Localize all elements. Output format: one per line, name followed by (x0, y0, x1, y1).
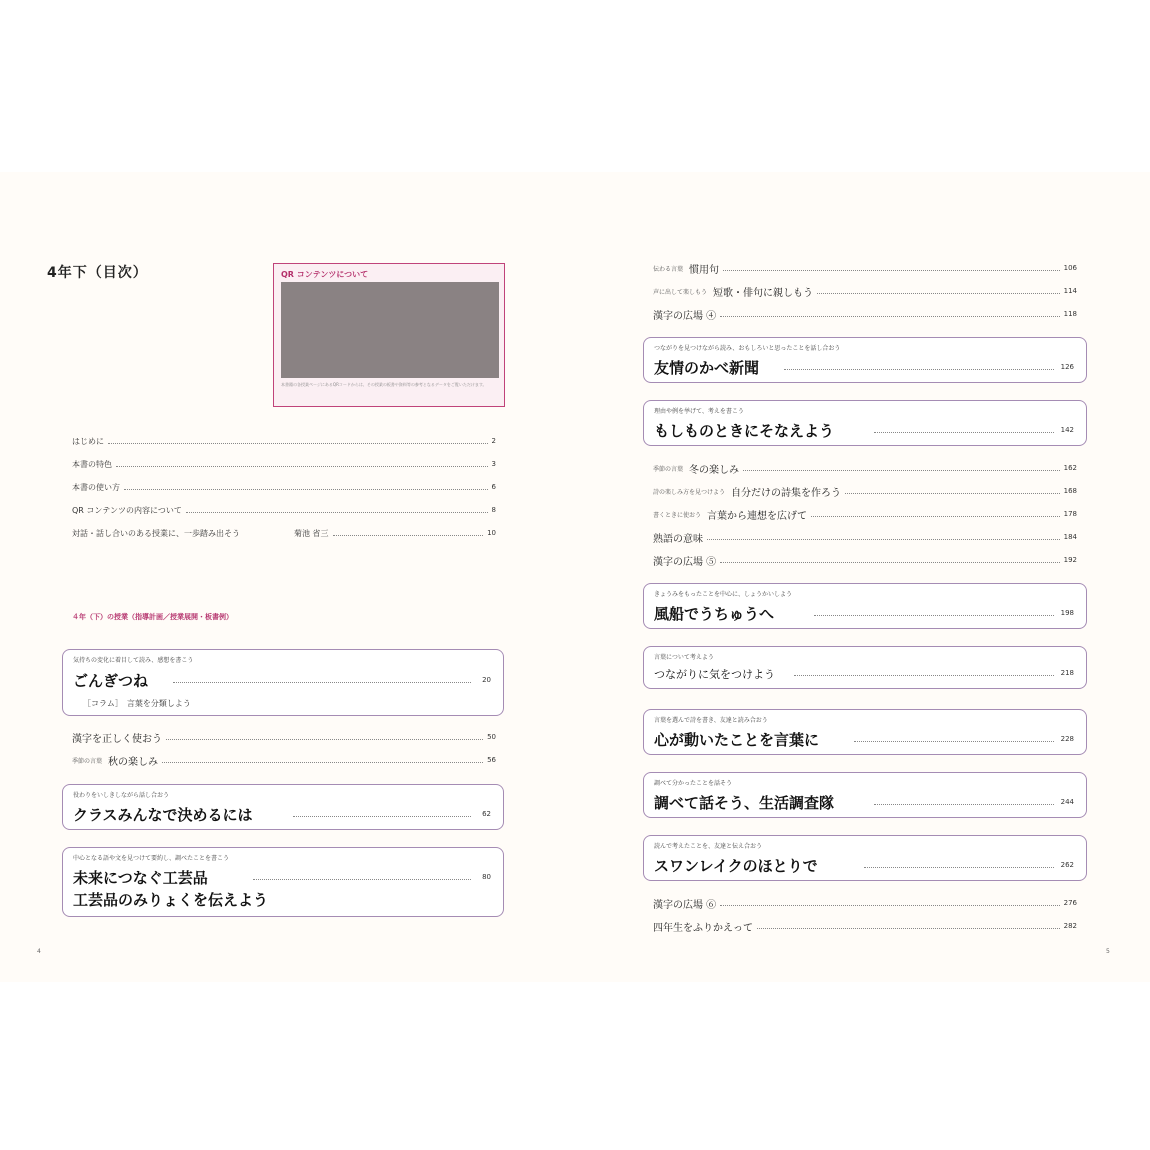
toc-box-kogeihin[interactable] (62, 847, 504, 917)
toc-label: はじめに (72, 436, 104, 446)
toc-label: 本書の使い方 (72, 482, 120, 492)
qr-image-placeholder (281, 282, 499, 378)
section-title: ４年（下）の授業（指導計画／授業展開・板書例） (72, 613, 233, 621)
toc-category: 伝わる言葉 (653, 265, 684, 273)
leader-dots (811, 516, 1060, 517)
leader-dots (108, 443, 488, 444)
leader-dots (707, 539, 1060, 540)
toc-label: 漢字を正しく使おう (72, 733, 162, 745)
box-page: 198 (1060, 609, 1074, 617)
qr-contents-box (273, 263, 505, 407)
leader-dots (293, 816, 471, 817)
toc-row-hajimeni[interactable] (72, 434, 496, 448)
box-title: 心が動いたことを言葉に (654, 731, 820, 749)
box-title: もしものときにそなえよう (654, 422, 835, 440)
toc-row-features[interactable] (72, 457, 496, 471)
leader-dots (864, 867, 1054, 868)
toc-box-class-decide[interactable] (62, 784, 504, 830)
box-page: 228 (1060, 735, 1074, 743)
box-title: ごんぎつね (73, 672, 149, 690)
box-caption: 言葉を選んで詩を書き、友達と読み合おう (654, 717, 768, 724)
leader-dots (720, 905, 1059, 906)
toc-page: 56 (487, 756, 496, 764)
toc-row-jukugo[interactable] (653, 530, 1077, 544)
toc-row-autumn[interactable] (72, 753, 496, 767)
toc-category: 書くときに使おう (653, 511, 702, 519)
box-page: 62 (482, 810, 491, 818)
leader-dots (166, 739, 483, 740)
box-page: 262 (1060, 861, 1074, 869)
box-title: 風船でうちゅうへ (654, 605, 775, 623)
box-caption: 理由や例を挙げて、考えを書こう (654, 408, 744, 415)
leader-dots (162, 762, 483, 763)
box-page: 20 (482, 676, 491, 684)
toc-box-yujo[interactable] (643, 337, 1087, 383)
leader-dots (784, 369, 1054, 370)
leader-dots (186, 512, 488, 513)
toc-row-tanka[interactable] (653, 284, 1077, 298)
toc-box-fusen[interactable] (643, 583, 1087, 629)
toc-box-kokoro[interactable] (643, 709, 1087, 755)
toc-page: 114 (1063, 287, 1077, 295)
box-title-2: 工芸品のみりょくを伝えよう (73, 891, 269, 909)
toc-page: 6 (491, 483, 496, 491)
toc-page: 10 (487, 529, 496, 537)
toc-page: 50 (487, 733, 496, 741)
toc-box-chosa[interactable] (643, 772, 1087, 818)
toc-page: 276 (1063, 899, 1077, 907)
toc-category: 声に出して楽しもう (653, 288, 708, 296)
toc-row-kanji-4[interactable] (653, 307, 1077, 321)
page-title: 4年下（目次） (47, 265, 148, 281)
leader-dots (874, 432, 1054, 433)
leader-dots (720, 316, 1059, 317)
toc-page: 178 (1063, 510, 1077, 518)
toc-page: 184 (1063, 533, 1077, 541)
toc-category: 季節の言葉 (653, 465, 684, 473)
toc-row-dialogue[interactable] (72, 526, 496, 540)
leader-dots (333, 535, 484, 536)
box-page: 80 (482, 873, 491, 881)
folio-left: 4 (37, 948, 41, 955)
toc-box-swan[interactable] (643, 835, 1087, 881)
leader-dots (173, 682, 471, 683)
toc-label: 短歌・俳句に親しもう (713, 287, 814, 299)
leader-dots (723, 270, 1060, 271)
box-caption: つながりを見つけながら読み、おもしろいと思ったことを話し合おう (654, 345, 841, 352)
leader-dots (794, 675, 1054, 676)
toc-box-gongitsune[interactable] (62, 649, 504, 716)
toc-label: 漢字の広場 ④ (653, 310, 717, 322)
toc-page: 282 (1063, 922, 1077, 930)
toc-row-kanyoku[interactable] (653, 261, 1077, 275)
toc-row-kanji-6[interactable] (653, 896, 1077, 910)
box-caption: 読んで考えたことを、友達と伝え合おう (654, 843, 763, 850)
toc-row-kanji-5[interactable] (653, 553, 1077, 567)
box-title: スワンレイクのほとりで (654, 857, 818, 875)
toc-category: 季節の言葉 (72, 757, 103, 765)
box-title: 友情のかべ新聞 (654, 359, 760, 377)
toc-category: 詩の楽しみ方を見つけよう (653, 488, 726, 496)
toc-label: 慣用句 (689, 264, 720, 276)
box-caption: 調べて分かったことを話そう (654, 780, 733, 787)
box-page: 126 (1060, 363, 1074, 371)
toc-page: 106 (1063, 264, 1077, 272)
box-caption: 気持ちの変化に着目して読み、感想を書こう (73, 657, 194, 664)
toc-page: 168 (1063, 487, 1077, 495)
toc-row-qr[interactable] (72, 503, 496, 517)
leader-dots (874, 804, 1054, 805)
toc-row-furikaette[interactable] (653, 919, 1077, 933)
leader-dots (743, 470, 1060, 471)
toc-label: 秋の楽しみ (108, 756, 159, 768)
box-caption: 中心となる語や文を見つけて要約し、調べたことを書こう (73, 855, 230, 862)
leader-dots (124, 489, 488, 490)
leader-dots (817, 293, 1060, 294)
qr-box-title: QR コンテンツについて (281, 270, 369, 279)
leader-dots (814, 615, 1054, 616)
toc-row-kanji[interactable] (72, 730, 496, 744)
toc-page: 162 (1063, 464, 1077, 472)
toc-author: 菊池 省三 (294, 528, 329, 538)
box-page: 218 (1060, 669, 1074, 677)
folio-right: 5 (1106, 948, 1110, 955)
toc-label: 対話・話し合いのある授業に、一歩踏み出そう (72, 528, 240, 538)
toc-label: 言葉から連想を広げて (707, 510, 808, 522)
toc-label: 熟語の意味 (653, 533, 703, 545)
toc-page: 118 (1063, 310, 1077, 318)
box-sub-item: ［コラム］ 言葉を分類しよう (83, 699, 191, 708)
box-caption: 言葉について考えよう (654, 654, 714, 661)
qr-box-note: 本書籍の各授業ページにあるQRコードからは、その授業の板書や資料等の参考となるデータをご覧いただけます。 (281, 382, 487, 387)
toc-label: 冬の楽しみ (689, 464, 740, 476)
box-title: つながりに気をつけよう (654, 668, 775, 681)
toc-box-tsunagari[interactable] (643, 646, 1087, 689)
leader-dots (757, 928, 1060, 929)
toc-row-rensou[interactable] (653, 507, 1077, 521)
toc-label: QR コンテンツの内容について (72, 505, 182, 515)
leader-dots (854, 741, 1054, 742)
box-title: クラスみんなで決めるには (73, 806, 253, 824)
toc-row-shishu[interactable] (653, 484, 1077, 498)
box-page: 142 (1060, 426, 1074, 434)
toc-label: 本書の特色 (72, 459, 112, 469)
box-title: 未来につなぐ工芸品 (73, 869, 208, 887)
box-page: 244 (1060, 798, 1074, 806)
toc-page: 3 (491, 460, 496, 468)
toc-row-winter[interactable] (653, 461, 1077, 475)
leader-dots (720, 562, 1059, 563)
box-caption: 役わりをいしきしながら話し合おう (73, 792, 170, 799)
toc-label: 漢字の広場 ⑤ (653, 556, 717, 568)
toc-label: 自分だけの詩集を作ろう (731, 487, 842, 499)
toc-page: 8 (491, 506, 496, 514)
toc-page: 2 (491, 437, 496, 445)
toc-row-howto[interactable] (72, 480, 496, 494)
leader-dots (253, 879, 471, 880)
leader-dots (116, 466, 488, 467)
leader-dots (845, 493, 1060, 494)
toc-label: 四年生をふりかえって (653, 922, 753, 934)
toc-label: 漢字の広場 ⑥ (653, 899, 717, 911)
toc-page: 192 (1063, 556, 1077, 564)
toc-box-moshimo[interactable] (643, 400, 1087, 446)
box-caption: きょうみをもったことを中心に、しょうかいしよう (654, 591, 793, 598)
box-title: 調べて話そう、生活調査隊 (654, 794, 835, 812)
